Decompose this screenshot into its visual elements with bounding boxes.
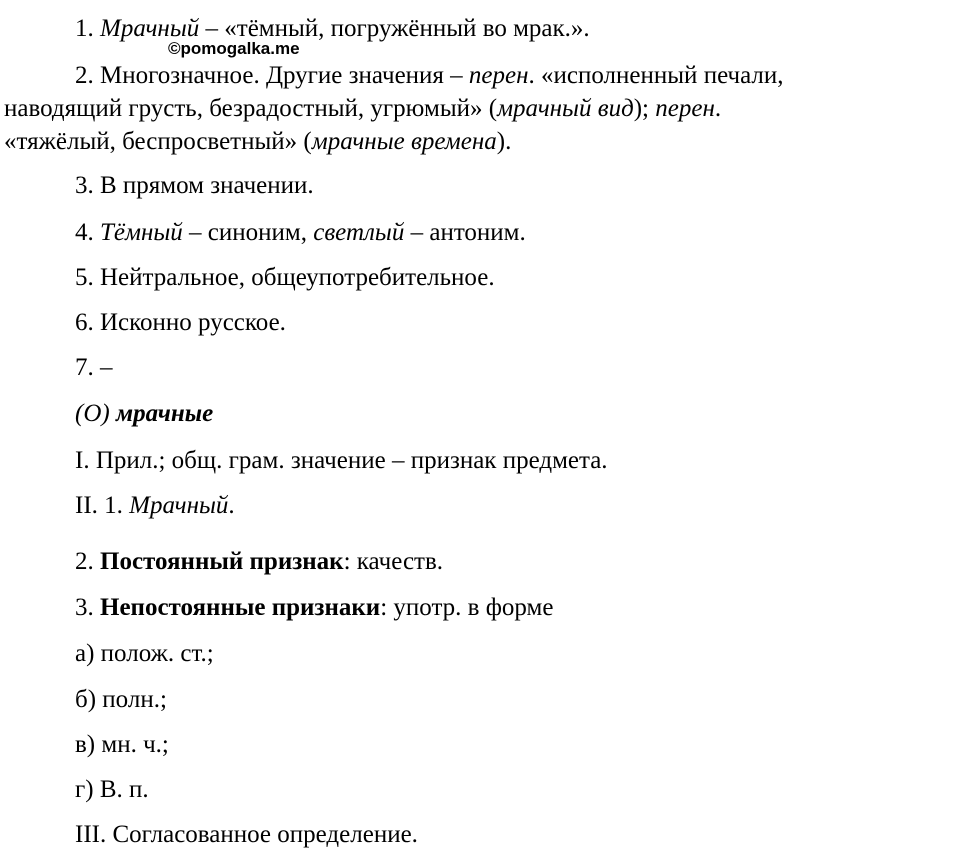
item-7: 7. – [75, 354, 113, 381]
item-2-line-2: наводящий грусть, безрадостный, угрюмый» (мрачный вид); перен. [4, 95, 722, 122]
term-mrachny: Мрачный [100, 15, 200, 42]
morph-part-2-2: 2. Постоянный признак: качеств. [75, 548, 444, 575]
morph-heading: (О) мрачные [75, 400, 214, 427]
morph-part-2-3: 3. Непостоянные признаки: употр. в форме [75, 594, 554, 621]
feature-v: в) мн. ч.; [75, 731, 169, 758]
morph-word: мрачные [115, 400, 214, 427]
item-5: 5. Нейтральное, общеупотребительное. [75, 264, 495, 291]
item-3: 3. В прямом значении. [75, 172, 314, 199]
morph-part-1: I. Прил.; общ. грам. значение – признак предмета. [75, 447, 608, 474]
morph-part-3: III. Согласованное определение. [75, 821, 418, 848]
feature-a: а) полож. ст.; [75, 640, 214, 667]
item-2-line-3: «тяжёлый, беспросветный» (мрачные времена). [4, 128, 512, 155]
feature-b: б) полн.; [75, 686, 167, 713]
item-6: 6. Исконно русское. [75, 309, 286, 336]
item-2-line-1: 2. Многозначное. Другие значения – перен. «исполненный печали, [75, 62, 784, 89]
watermark: ©pomogalka.me [168, 39, 300, 58]
item-1: 1. Мрачный – «тёмный, погружённый во мрак.». [75, 15, 590, 42]
morph-part-2-1: II. 1. Мрачный. [75, 492, 235, 519]
item-4: 4. Тёмный – синоним, светлый – антоним. [75, 219, 526, 246]
feature-g: г) В. п. [75, 776, 149, 803]
